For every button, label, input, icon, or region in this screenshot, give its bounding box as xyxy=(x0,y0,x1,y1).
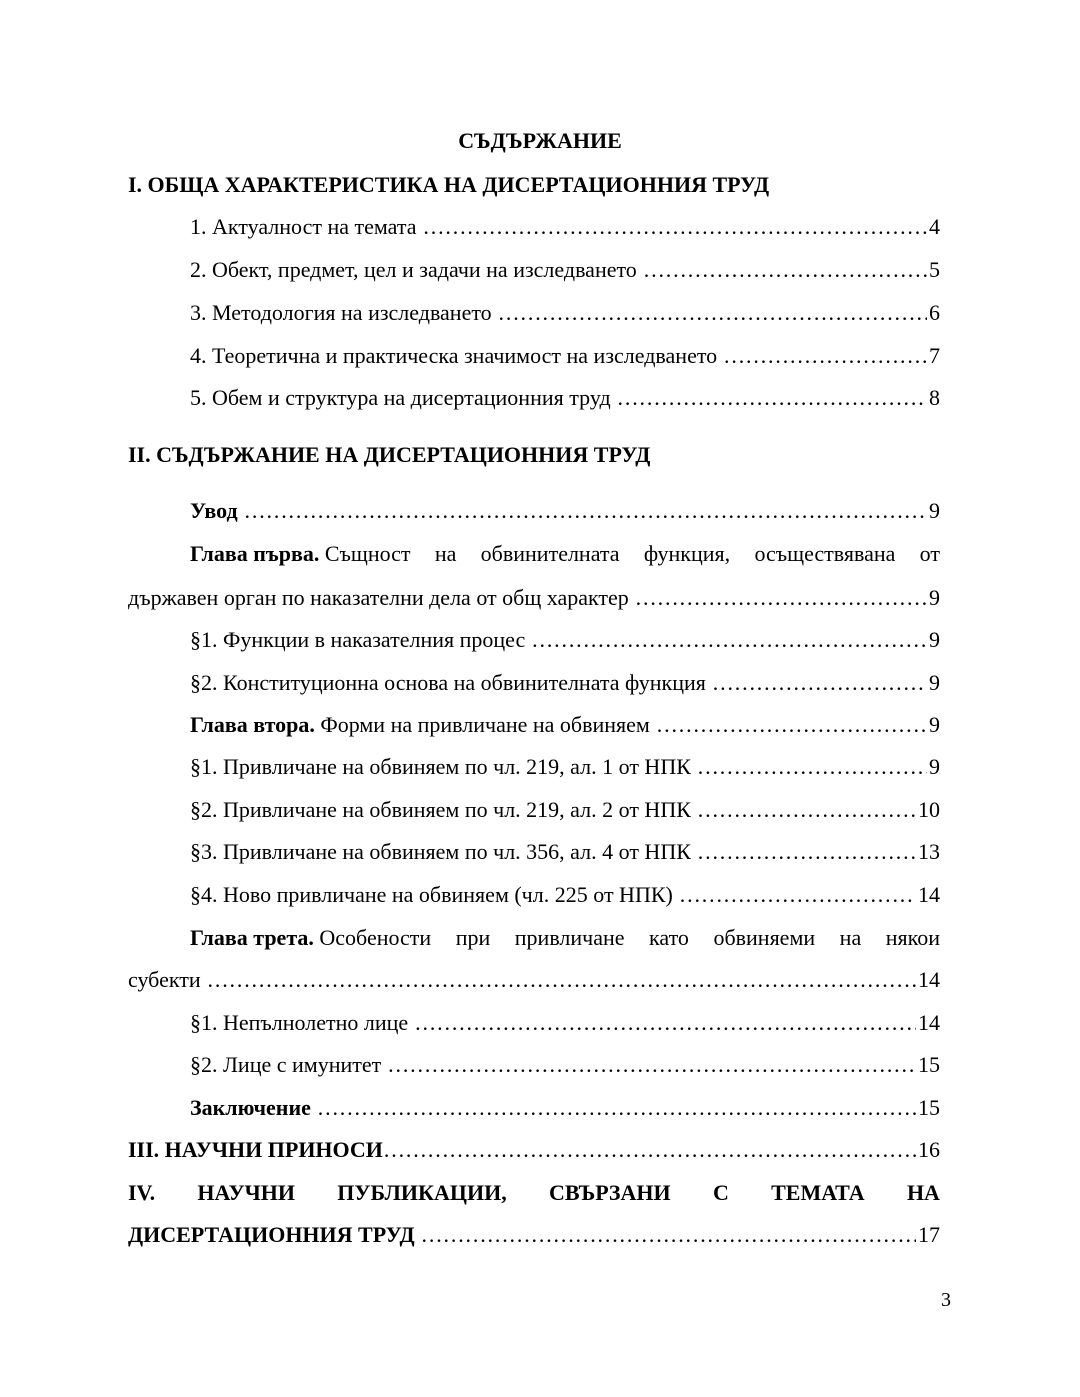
chapter-1-label: Глава първа. xyxy=(190,541,320,566)
leader-dots xyxy=(421,1220,916,1250)
leader-dots xyxy=(617,383,927,413)
toc-entry-page: 9 xyxy=(929,627,940,652)
toc-entry xyxy=(190,625,940,655)
toc-entry-text: 3. Методология на изследването xyxy=(190,300,492,325)
toc-entry-page: 15 xyxy=(918,1095,940,1120)
toc-entry xyxy=(190,341,940,371)
toc-entry-text: ДИСЕРТАЦИОННИЯ ТРУД xyxy=(128,1222,415,1247)
toc-entry-text: §2. Привличане на обвиняем по чл. 219, ал. 2 от НПК xyxy=(190,797,691,822)
leader-dots xyxy=(317,1093,916,1123)
toc-entry-page: 17 xyxy=(918,1222,940,1247)
toc-entry-intro xyxy=(190,496,940,526)
toc-entry-page: 9 xyxy=(929,498,940,523)
section-4-line-1: IV. НАУЧНИ ПУБЛИКАЦИИ, СВЪРЗАНИ С ТЕМАТА НА xyxy=(128,1180,940,1205)
leader-dots xyxy=(414,1008,916,1038)
leader-dots xyxy=(723,341,927,371)
toc-entry-text: Увод xyxy=(190,498,238,523)
toc-entry-page: 9 xyxy=(929,670,940,695)
leader-dots xyxy=(423,212,928,242)
leader-dots xyxy=(712,668,927,698)
toc-entry-text: §3. Привличане на обвиняем по чл. 356, ал. 4 от НПК xyxy=(190,839,691,864)
leader-dots xyxy=(656,710,927,740)
toc-entry-page: 15 xyxy=(918,1052,940,1077)
toc-entry xyxy=(190,1050,940,1080)
toc-entry-page: 9 xyxy=(929,585,940,610)
toc-entry-page: 6 xyxy=(929,300,940,325)
toc-entry-text: §1. Функции в наказателния процес xyxy=(190,627,526,652)
chapter-3-line-1: Глава трета. Особености при привличане като обвиняеми на някои xyxy=(190,925,940,950)
toc-entry-page: 14 xyxy=(918,967,940,992)
toc-entry-text: §2. Лице с имунитет xyxy=(190,1052,382,1077)
toc-title: СЪДЪРЖАНИЕ xyxy=(458,128,622,153)
leader-dots xyxy=(679,880,916,910)
toc-entry-text: 4. Теоретична и практическа значимост на изследването xyxy=(190,343,718,368)
toc-entry xyxy=(190,668,940,698)
toc-entry-page: 5 xyxy=(929,257,940,282)
toc-entry-text: III. НАУЧНИ ПРИНОСИ xyxy=(128,1137,383,1162)
chapter-1-line-2 xyxy=(128,583,940,613)
toc-entry-page: 7 xyxy=(929,343,940,368)
toc-entry xyxy=(190,1008,940,1038)
toc-entry-page: 14 xyxy=(918,882,940,907)
chapter-1-line-1: Глава първа. Същност на обвинителната функция, осъществявана от xyxy=(190,541,940,566)
section-3-entry xyxy=(128,1135,940,1165)
section-1-heading: I. ОБЩА ХАРАКТЕРИСТИКА НА ДИСЕРТАЦИОННИЯ ТРУД xyxy=(128,172,770,197)
leader-dots xyxy=(643,255,927,285)
leader-dots xyxy=(207,965,916,995)
toc-entry xyxy=(190,383,940,413)
toc-entry xyxy=(190,837,940,867)
leader-dots xyxy=(697,752,927,782)
toc-entry-page: 9 xyxy=(929,712,940,737)
page-number: 3 xyxy=(941,1289,951,1311)
toc-entry-page: 13 xyxy=(918,839,940,864)
leader-dots xyxy=(383,1135,916,1165)
leader-dots xyxy=(531,625,927,655)
toc-entry xyxy=(190,255,940,285)
leader-dots xyxy=(697,795,916,825)
section-2-heading: II. СЪДЪРЖАНИЕ НА ДИСЕРТАЦИОННИЯ ТРУД xyxy=(128,442,651,467)
chapter-3-line-2 xyxy=(128,965,940,995)
toc-entry-text: 2. Обект, предмет, цел и задачи на изследването xyxy=(190,257,637,282)
toc-entry-text: държавен орган по наказателни дела от общ характер xyxy=(128,585,629,610)
leader-dots xyxy=(697,837,916,867)
leader-dots xyxy=(244,496,927,526)
leader-dots xyxy=(387,1050,916,1080)
chapter-2-entry xyxy=(190,710,940,740)
toc-entry-page: 16 xyxy=(918,1137,940,1162)
chapter-2-label: Глава втора. xyxy=(190,712,315,737)
toc-entry-text: §2. Конституционна основа на обвинителната функция xyxy=(190,670,706,695)
toc-entry-text: Глава втора. Форми на привличане на обвиняем xyxy=(190,712,650,737)
chapter-3-label: Глава трета. xyxy=(190,925,314,950)
toc-entry xyxy=(190,795,940,825)
toc-entry-page: 8 xyxy=(929,385,940,410)
toc-entry xyxy=(190,298,940,328)
toc-entry-text: субекти xyxy=(128,967,201,992)
leader-dots xyxy=(498,298,927,328)
toc-entry-text: 5. Обем и структура на дисертационния труд xyxy=(190,385,611,410)
toc-entry-text: §4. Ново привличане на обвиняем (чл. 225 от НПК) xyxy=(190,882,673,907)
toc-entry-page: 4 xyxy=(929,214,940,239)
toc-entry-text: 1. Актуалност на темата xyxy=(190,214,417,239)
toc-entry-page: 14 xyxy=(918,1010,940,1035)
toc-entry xyxy=(190,880,940,910)
toc-entry xyxy=(190,212,940,242)
toc-entry-text: §1. Привличане на обвиняем по чл. 219, ал. 1 от НПК xyxy=(190,754,691,779)
leader-dots xyxy=(635,583,927,613)
toc-entry-text: §1. Непълнолетно лице xyxy=(190,1010,409,1035)
toc-entry-page: 10 xyxy=(918,797,940,822)
toc-entry-conclusion xyxy=(190,1093,940,1123)
toc-entry-text: Заключение xyxy=(190,1095,311,1120)
section-4-line-2 xyxy=(128,1220,940,1250)
toc-entry xyxy=(190,752,940,782)
toc-entry-page: 9 xyxy=(929,754,940,779)
